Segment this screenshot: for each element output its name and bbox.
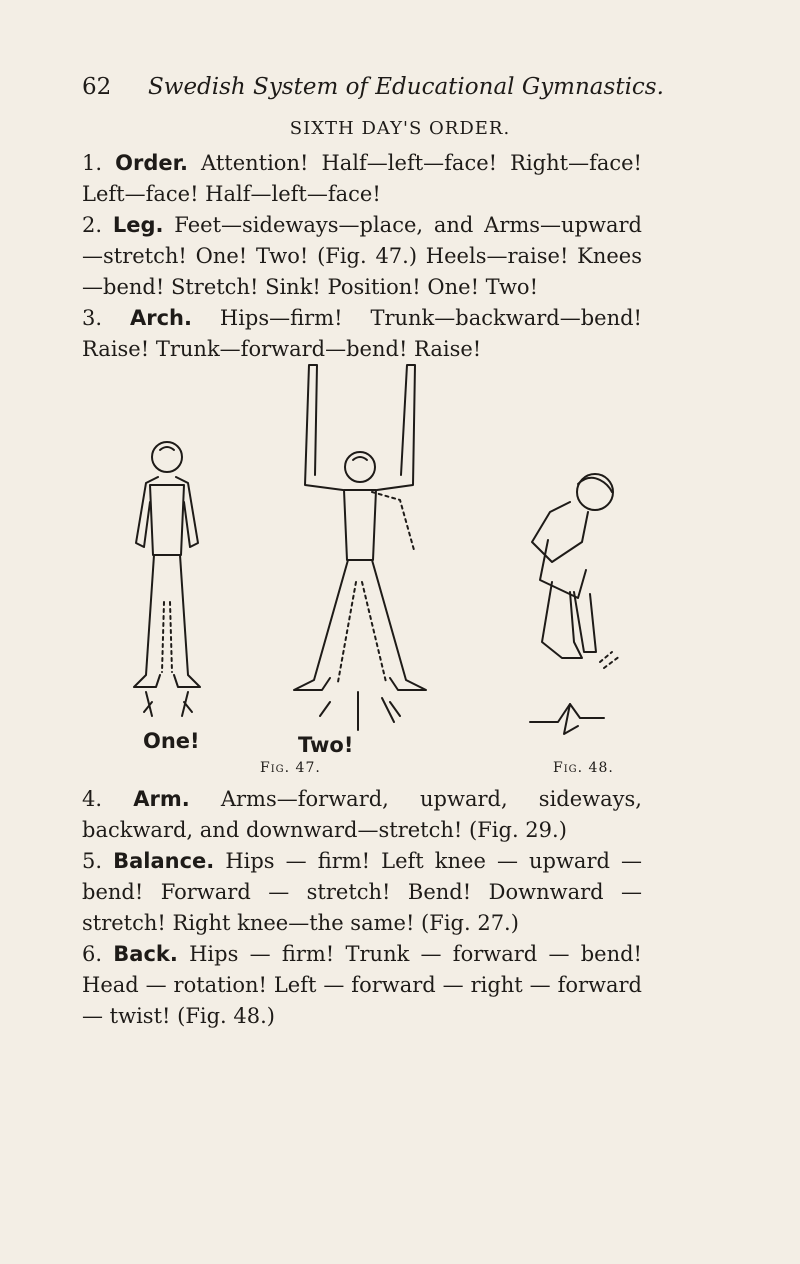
paragraph-text: Feet—sideways—place, and Arms—upward—stretch! One! Two! (Fig. 47.) Heels—raise! Knees—bend! Stretch! Sink! Position! One! Two! [82,213,642,299]
paragraph-number: 4. [82,787,103,811]
paragraph-number: 6. [82,942,103,966]
figure-47-label-one: One! [143,729,200,753]
figure-47-caption: Fig. 47. [260,760,321,776]
figure-48-caption: Fig. 48. [553,760,614,776]
figure-47-one-icon [134,442,200,716]
book-title: Swedish System of Educational Gymnastics. [148,74,664,100]
paragraph-text: Arms—forward, upward, sideways, backward, and downward—stretch! (Fig. 29.) [82,787,642,842]
paragraph-label: Order. [115,151,188,175]
figure-illustrations [100,362,660,762]
paragraph-balance [82,846,642,939]
paragraph-text: Hips—firm! Trunk—backward—bend! Raise! Trunk—forward—bend! Raise! [82,306,642,361]
figure-47-two-icon [294,365,426,730]
page-number: 62 [82,74,112,100]
paragraph-arm [82,784,642,846]
paragraph-arch [82,303,642,365]
paragraph-label: Arm. [133,787,190,811]
paragraph-number: 2. [82,213,103,237]
paragraph-label: Leg. [112,213,164,237]
paragraph-order [82,148,642,210]
paragraph-label: Back. [113,942,178,966]
paragraph-number: 1. [82,151,103,175]
paragraph-back [82,939,642,1032]
figure-47-label-two: Two! [298,733,354,757]
figure-48-icon [530,474,620,734]
paragraph-number: 5. [82,849,103,873]
paragraph-text: Hips — firm! Trunk — forward — bend! Head — rotation! Left — forward — right — forward — twist! (Fig. 48.) [82,942,642,1028]
paragraph-text: Attention! Half—left—face! Right—face! Left—face! Half—left—face! [82,151,642,206]
paragraph-label: Arch. [129,306,192,330]
paragraph-label: Balance. [113,849,215,873]
paragraph-text: Hips — firm! Left knee — upward — bend! Forward — stretch! Bend! Downward — stretch! Right knee—the same! (Fig. 27.) [82,849,642,935]
paragraph-leg [82,210,642,303]
section-title: SIXTH DAY'S ORDER. [289,118,511,139]
paragraph-number: 3. [82,306,103,330]
